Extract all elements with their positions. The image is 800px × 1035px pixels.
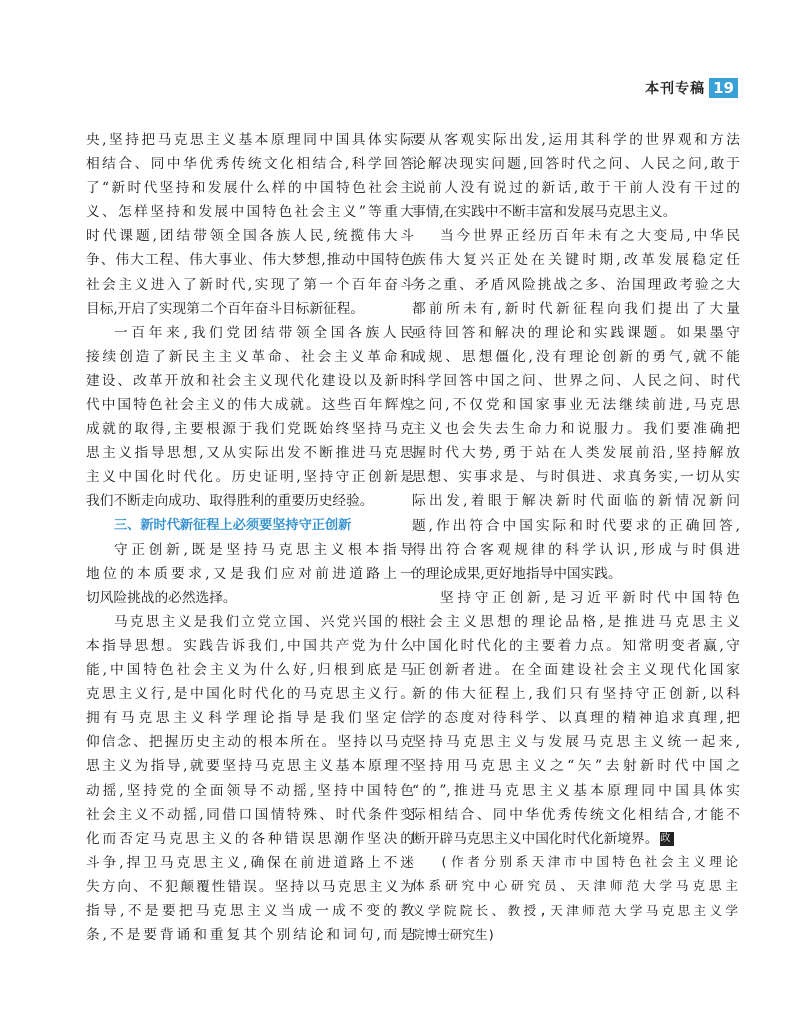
text-line-content: 守正创新,既是坚持马克思主义根本指导 (114, 541, 414, 558)
text-line (412, 514, 740, 538)
text-line-content: 义、怎样坚持和发展中国特色社会主义”等重大 (86, 204, 414, 221)
text-line (86, 610, 414, 634)
text-line (412, 273, 740, 297)
text-line-content: 马克思主义是我们立党立国、兴党兴国的根 (114, 613, 414, 630)
text-line-content: 正创新者进。在全面建设社会主义现代化国家 (412, 662, 740, 679)
page-number: 19 (709, 78, 738, 98)
text-line-content: 指导,不是要把马克思主义当成一成不变的教 (86, 903, 414, 919)
text-line (86, 297, 414, 321)
text-line (86, 128, 414, 152)
text-line (86, 875, 414, 899)
text-line (86, 827, 414, 851)
text-line (86, 562, 414, 586)
text-line (412, 658, 740, 682)
text-line-content: 主义中国化时代化。历史证明,坚持守正创新是 (86, 469, 414, 486)
text-line-content: 社会主义进入了新时代,实现了第一个百年奋斗 (86, 276, 414, 293)
text-line (86, 779, 414, 803)
text-line (86, 803, 414, 827)
text-line (412, 369, 740, 393)
text-line-content: 论解决现实问题,回答时代之问、人民之问,敢于 (412, 156, 740, 173)
text-line (86, 923, 414, 947)
text-line-content: 际出发,着眼于解决新时代面临的新情况新问 (412, 493, 740, 510)
text-line (86, 321, 414, 345)
text-line-content: 我们不断走向成功、取得胜利的重要历史经验。 (86, 493, 374, 510)
text-line-content: 科学回答中国之问、世界之问、人民之问、时代 (412, 372, 740, 389)
text-line-content: 目标,开启了实现第二个百年奋斗目标新征程。 (86, 300, 365, 317)
text-line (412, 827, 740, 851)
text-line-content: 务之重、矛盾风险挑战之多、治国理政考验之大 (412, 276, 740, 293)
text-line-content: 思想、实事求是、与时俱进、求真务实,一切从实 (412, 469, 740, 486)
text-line-content: 主义也会失去生命力和说服力。我们要准确把 (412, 421, 740, 438)
text-line (412, 417, 740, 441)
text-line (86, 465, 414, 489)
left-column (86, 128, 414, 947)
text-line (86, 730, 414, 754)
text-line-content: 亟待回答和解决的理论和实践课题。如果墨守 (412, 324, 740, 341)
text-line (86, 538, 414, 562)
text-line (86, 489, 414, 513)
author-note-line: 体系研究中心研究员、天津师范大学马克思主 (412, 878, 738, 894)
section-heading (86, 514, 414, 538)
text-line-content: 本指导思想。实践告诉我们,中国共产党为什么 (86, 637, 414, 654)
text-line-content: 切风险挑战的必然选择。 (86, 589, 237, 606)
text-line (86, 851, 414, 875)
text-line (412, 248, 740, 272)
author-note-line: (作者分别系天津市中国特色社会主义理论 (440, 854, 738, 869)
text-line-content: 坚持用马克思主义之“矢”去射新时代中国之 (412, 758, 740, 775)
text-line-content: 得出符合客观规律的科学认识,形成与时俱进 (412, 541, 740, 558)
text-line-content: 当今世界正经历百年未有之大变局,中华民 (440, 228, 740, 245)
text-line-content: 三、新时代新征程上必须要坚持守正创新 (114, 517, 352, 533)
text-line (86, 634, 414, 658)
text-line (86, 754, 414, 778)
text-line-content: 建设、改革开放和社会主义现代化建设以及新时 (86, 372, 414, 389)
text-line (412, 128, 740, 152)
text-line-content: 题,作出符合中国实际和时代要求的正确回答, (412, 517, 740, 534)
author-note-line: 义学院院长、教授,天津师范大学马克思主义学 (412, 902, 738, 918)
text-line-content: 能,中国特色社会主义为什么好,归根到底是马 (86, 662, 414, 679)
text-line (86, 417, 414, 441)
text-line-content: 斗争,捍卫马克思主义,确保在前进道路上不迷 (86, 854, 414, 871)
text-line (412, 465, 740, 489)
text-line (86, 658, 414, 682)
text-line-content: 思主义为指导,就要坚持马克思主义基本原理不 (86, 758, 414, 775)
text-line-content: 仰信念、把握历史主动的根本所在。坚持以马克 (86, 734, 414, 751)
text-line (412, 200, 740, 224)
text-line-content: 之问,不仅党和国家事业无法继续前进,马克思 (412, 397, 740, 414)
text-line (412, 682, 740, 706)
text-line-content: “的”,推进马克思主义基本原理同中国具体实 (412, 782, 740, 799)
text-line (412, 538, 740, 562)
text-line (86, 152, 414, 176)
text-line-content: 地位的本质要求,又是我们应对前进道路上一 (86, 565, 414, 582)
author-note (412, 850, 738, 948)
text-line-content: 握时代大势,勇于站在人类发展前沿,坚持解放 (412, 445, 740, 462)
text-line (412, 321, 740, 345)
text-line-content: 断开辟马克思主义中国化时代化新境界。 (412, 830, 659, 847)
text-line-content: 央,坚持把马克思主义基本原理同中国具体实际 (86, 132, 414, 148)
text-line-content: 坚持马克思主义与发展马克思主义统一起来, (412, 734, 740, 751)
text-line-content: 动摇,坚持党的全面领导不动摇,坚持中国特色 (86, 782, 414, 799)
text-line-content: 接续创造了新民主主义革命、社会主义革命和 (86, 348, 414, 365)
text-line-content: 说前人没有说过的新话,敢于干前人没有干过的 (412, 180, 740, 197)
text-line-content: 相结合、同中华优秀传统文化相结合,科学回答 (86, 156, 414, 173)
text-line (412, 224, 740, 248)
text-line-content: 坚持守正创新,是习近平新时代中国特色 (440, 589, 740, 606)
text-line (86, 176, 414, 200)
end-mark-icon: 政 (660, 832, 674, 846)
text-line (86, 369, 414, 393)
text-line-content: 际相结合、同中华优秀传统文化相结合,才能不 (412, 806, 740, 823)
text-line-content: 都前所未有,新时代新征程向我们提出了大量 (412, 300, 740, 317)
text-line (412, 634, 740, 658)
text-line (412, 803, 740, 827)
text-line (86, 248, 414, 272)
text-line (86, 706, 414, 730)
text-line-content: 中国化时代化的主要着力点。知常明变者赢,守 (412, 637, 740, 654)
right-column (412, 128, 740, 851)
section-title: 本刊专稿 (645, 81, 706, 97)
text-line (412, 176, 740, 200)
text-line-content: 失方向、不犯颠覆性错误。坚持以马克思主义为 (86, 878, 414, 895)
text-line (412, 152, 740, 176)
text-line (86, 586, 414, 610)
author-note-line: 院博士研究生) (412, 927, 496, 943)
text-line (86, 224, 414, 248)
text-line-content: 一百年来,我们党团结带领全国各族人民 (114, 324, 414, 341)
text-line-content: 的理论成果,更好地指导中国实践。 (412, 565, 622, 582)
text-line-content: 了“新时代坚持和发展什么样的中国特色社会主 (86, 180, 414, 197)
text-line (86, 682, 414, 706)
text-line-content: 克思主义行,是中国化时代化的马克思主义行。 (86, 686, 414, 703)
text-line (412, 562, 740, 586)
text-line-content: 时代课题,团结带领全国各族人民,统揽伟大斗 (86, 228, 414, 245)
text-line-content: 学的态度对待科学、以真理的精神追求真理,把 (412, 710, 740, 727)
text-line-content: 族伟大复兴正处在关键时期,改革发展稳定任 (412, 252, 740, 269)
text-line (412, 489, 740, 513)
text-line (412, 441, 740, 465)
text-line-content: 成规、思想僵化,没有理论创新的勇气,就不能 (412, 348, 740, 365)
text-line (86, 899, 414, 923)
text-line (86, 273, 414, 297)
text-line (412, 779, 740, 803)
text-line-content: 社会主义思想的理论品格,是推进马克思主义 (412, 613, 740, 630)
text-line (412, 345, 740, 369)
text-line (86, 393, 414, 417)
text-line (412, 754, 740, 778)
text-line (86, 200, 414, 224)
text-line-content: 成就的取得,主要根源于我们党既始终坚持马克 (86, 421, 414, 438)
text-line (412, 730, 740, 754)
text-line-content: 社会主义不动摇,同借口国情特殊、时代条件变 (86, 806, 414, 823)
text-line-content: 要从客观实际出发,运用其科学的世界观和方法 (412, 132, 740, 148)
text-line-content: 争、伟大工程、伟大事业、伟大梦想,推动中国特色 (86, 252, 414, 269)
text-line-content: 新的伟大征程上,我们只有坚持守正创新,以科 (412, 686, 740, 703)
text-line (86, 345, 414, 369)
text-line-content: 思主义指导思想,又从实际出发不断推进马克思 (86, 445, 414, 462)
text-line (412, 297, 740, 321)
text-line-content: 化而否定马克思主义的各种错误思潮作坚决的 (86, 830, 414, 847)
text-line (412, 610, 740, 634)
text-line (412, 393, 740, 417)
text-line (86, 441, 414, 465)
text-line-content: 拥有马克思主义科学理论指导是我们坚定信 (86, 710, 414, 727)
text-line-content: 事情,在实践中不断丰富和发展马克思主义。 (412, 204, 677, 221)
text-line-content: 条,不是要背诵和重复其个别结论和词句,而是 (86, 927, 414, 944)
running-header (645, 78, 738, 98)
text-line-content: 代中国特色社会主义的伟大成就。这些百年辉煌 (86, 397, 414, 414)
text-line (412, 586, 740, 610)
text-line (412, 706, 740, 730)
